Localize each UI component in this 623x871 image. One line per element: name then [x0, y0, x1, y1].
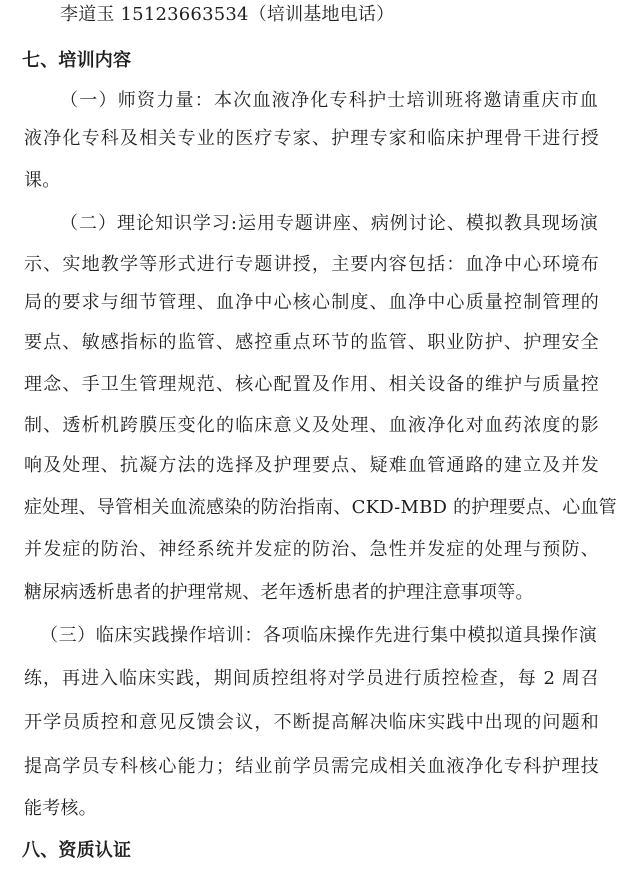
section-8-heading: 八、资质认证: [22, 840, 132, 861]
item3-line-3: 开学员质控和意见反馈会议，不断提高解决临床实践中出现的问题和: [24, 712, 599, 733]
item1-line-1: （一）师资力量：本次血液净化专科护士培训班将邀请重庆市血: [60, 90, 598, 111]
item2-line-3: 局的要求与细节管理、血净中心核心制度、血净中心质量控制管理的: [24, 292, 599, 313]
item3-line-1: （三）临床实践操作培训：各项临床操作先进行集中模拟道具操作演: [40, 625, 597, 646]
item2-line-4: 要点、敏感指标的监管、感控重点环节的监管、职业防护、护理安全: [24, 332, 599, 353]
item2-line-7: 响及处理、抗凝方法的选择及护理要点、疑难血管通路的建立及并发: [24, 455, 599, 476]
section-7-heading: 七、培训内容: [22, 50, 132, 71]
item1-line-3: 课。: [24, 170, 61, 191]
item2-line-10: 糖尿病透析患者的护理常规、老年透析患者的护理注意事项等。: [24, 582, 534, 603]
item3-line-5: 能考核。: [24, 798, 97, 819]
item2-line-8: 症处理、导管相关血流感染的防治指南、CKD-MBD 的护理要点、心血管: [24, 497, 617, 518]
contact-line: 李道玉 15123663534（培训基地电话）: [60, 4, 395, 25]
item3-line-4: 提高学员专科核心能力；结业前学员需完成相关血液净化专科护理技: [24, 756, 599, 777]
item2-line-1: （二）理论知识学习:运用专题讲座、病例讨论、模拟教具现场演: [60, 213, 598, 234]
item2-line-6: 制、透析机跨膜压变化的临床意义及处理、血液净化对血药浓度的影: [24, 415, 599, 436]
item2-line-2: 示、实地教学等形式进行专题讲授，主要内容包括：血净中心环境布: [24, 254, 599, 275]
item2-line-5: 理念、手卫生管理规范、核心配置及作用、相关设备的维护与质量控: [24, 374, 599, 395]
item3-line-2: 练，再进入临床实践，期间质控组将对学员进行质控检查，每 2 周召: [24, 668, 599, 689]
item1-line-2: 液净化专科及相关专业的医疗专家、护理专家和临床护理骨干进行授: [24, 128, 599, 149]
item2-line-9: 并发症的防治、神经系统并发症的防治、急性并发症的处理与预防、: [24, 539, 599, 560]
